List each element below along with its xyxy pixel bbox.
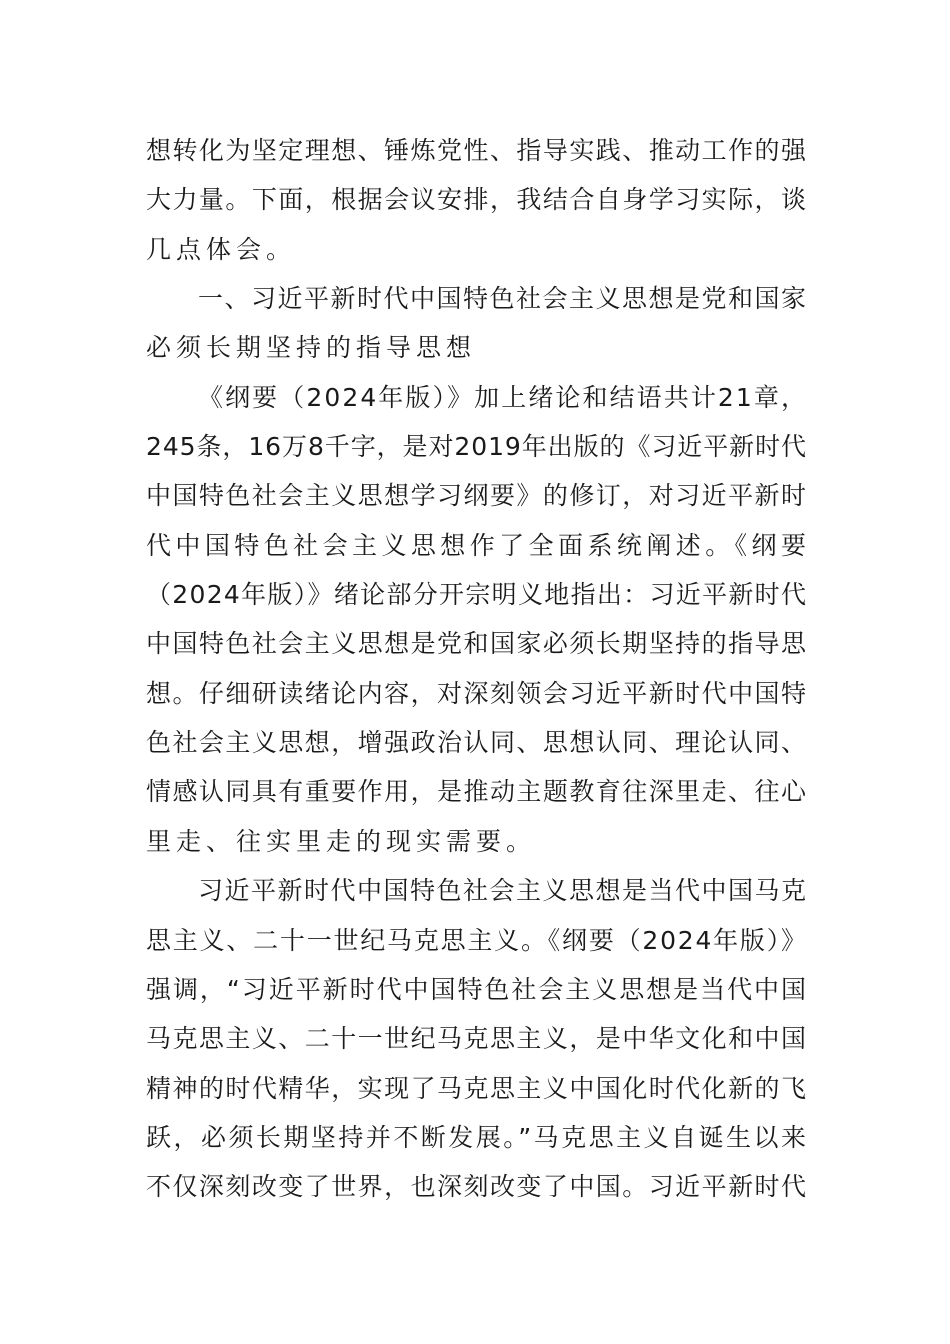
text-line: 想。仔细研读绪论内容，对深刻领会习近平新时代中国特 [146,678,808,708]
text-line: 代中国特色社会主义思想作了全面系统阐述。《纲要 [146,530,811,560]
text-line: 跃，必须长期坚持并不断发展。”马克思主义自诞生以来 [146,1122,809,1152]
text-line: （2024年版）》绪论部分开宗明义地指出：习近平新时代 [146,580,808,610]
section-heading-line: 一、习近平新时代中国特色社会主义思想是党和国家 [198,284,808,314]
document-body [146,126,811,1212]
text-line: 情感认同具有重要作用，是推动主题教育往深里走、往心 [146,777,808,807]
text-line: 中国特色社会主义思想学习纲要》的修订，对习近平新时 [146,481,808,511]
text-line: 几点体会。 [146,234,297,264]
text-line: 245条，16万8千字，是对2019年出版的《习近平新时代 [146,432,807,462]
text-line: 强调，“习近平新时代中国特色社会主义思想是当代中国 [146,974,808,1004]
text-line: 想转化为坚定理想、锤炼党性、指导实践、推动工作的强 [146,136,808,165]
text-line: 里走、往实里走的现实需要。 [146,826,537,856]
text-line: 精神的时代精华，实现了马克思主义中国化时代化新的飞 [146,1073,808,1103]
text-line: 马克思主义、二十一世纪马克思主义，是中华文化和中国 [146,1024,808,1054]
text-line: 思主义、二十一世纪马克思主义。《纲要（2024年版）》 [146,925,808,955]
text-line: 色社会主义思想，增强政治认同、思想认同、理论认同、 [146,728,808,758]
text-line: 大力量。下面，根据会议安排，我结合自身学习实际，谈 [146,185,808,215]
text-line: 习近平新时代中国特色社会主义思想是当代中国马克 [198,876,808,906]
text-line: 《纲要（2024年版）》加上绪论和结语共计21章， [198,382,809,412]
text-line: 不仅深刻改变了世界，也深刻改变了中国。习近平新时代 [146,1172,808,1202]
section-heading-line: 必须长期坚持的指导思想 [146,333,477,363]
text-line: 中国特色社会主义思想是党和国家必须长期坚持的指导思 [146,629,808,659]
